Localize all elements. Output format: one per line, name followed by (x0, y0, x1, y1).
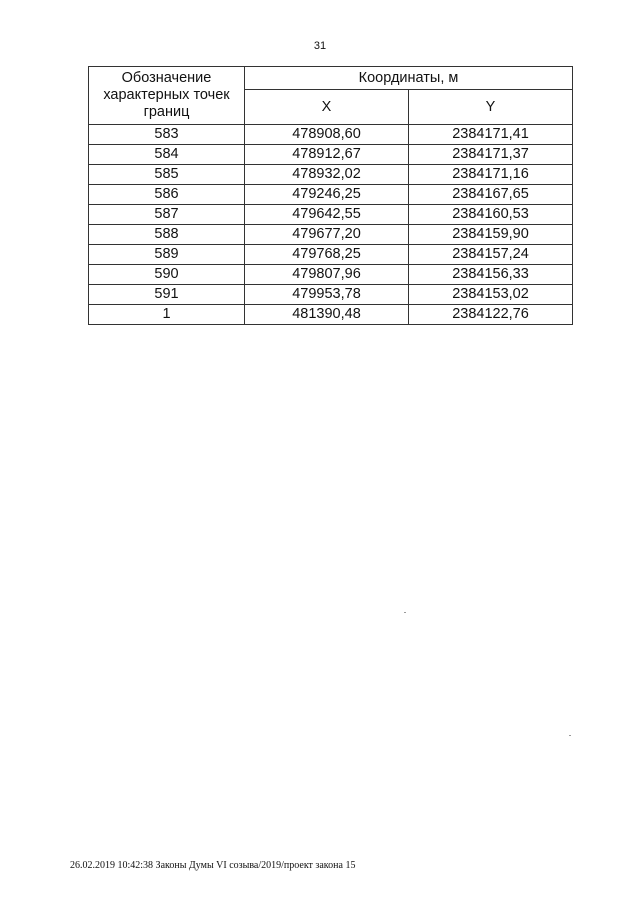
y-column-header: Y (409, 90, 573, 125)
table-row (89, 245, 573, 265)
y-cell: 2384171,16 (409, 165, 573, 185)
table-body (89, 125, 573, 325)
table-row (89, 225, 573, 245)
x-cell: 479807,96 (245, 265, 409, 285)
table-row (89, 125, 573, 145)
x-cell: 478908,60 (245, 125, 409, 145)
point-cell: 591 (89, 285, 245, 305)
point-cell: 587 (89, 205, 245, 225)
table-row (89, 145, 573, 165)
y-cell: 2384157,24 (409, 245, 573, 265)
coordinates-table (88, 66, 573, 325)
x-cell: 478932,02 (245, 165, 409, 185)
x-cell: 481390,48 (245, 305, 409, 325)
table-header-row (89, 67, 573, 90)
x-cell: 479677,20 (245, 225, 409, 245)
scan-speck (404, 612, 406, 613)
document-footer: 26.02.2019 10:42:38 Законы Думы VI созыва/2019/проект закона 15 (70, 860, 356, 871)
x-cell: 479246,25 (245, 185, 409, 205)
y-cell: 2384122,76 (409, 305, 573, 325)
point-cell: 589 (89, 245, 245, 265)
y-cell: 2384160,53 (409, 205, 573, 225)
point-cell: 584 (89, 145, 245, 165)
coordinates-group-header: Координаты, м (245, 67, 573, 90)
table-row (89, 305, 573, 325)
table-row (89, 185, 573, 205)
point-cell: 590 (89, 265, 245, 285)
scan-speck (569, 735, 571, 736)
point-cell: 588 (89, 225, 245, 245)
y-cell: 2384153,02 (409, 285, 573, 305)
y-cell: 2384156,33 (409, 265, 573, 285)
y-cell: 2384167,65 (409, 185, 573, 205)
x-cell: 478912,67 (245, 145, 409, 165)
x-cell: 479642,55 (245, 205, 409, 225)
table-row (89, 165, 573, 185)
point-column-header: Обозначение характерных точек границ (89, 67, 245, 125)
point-cell: 585 (89, 165, 245, 185)
table-row (89, 265, 573, 285)
y-cell: 2384171,37 (409, 145, 573, 165)
x-cell: 479768,25 (245, 245, 409, 265)
y-cell: 2384159,90 (409, 225, 573, 245)
x-column-header: X (245, 90, 409, 125)
point-cell: 586 (89, 185, 245, 205)
table-row (89, 285, 573, 305)
x-cell: 479953,78 (245, 285, 409, 305)
y-cell: 2384171,41 (409, 125, 573, 145)
table-row (89, 205, 573, 225)
point-cell: 583 (89, 125, 245, 145)
page-number: 31 (313, 40, 327, 52)
point-cell: 1 (89, 305, 245, 325)
